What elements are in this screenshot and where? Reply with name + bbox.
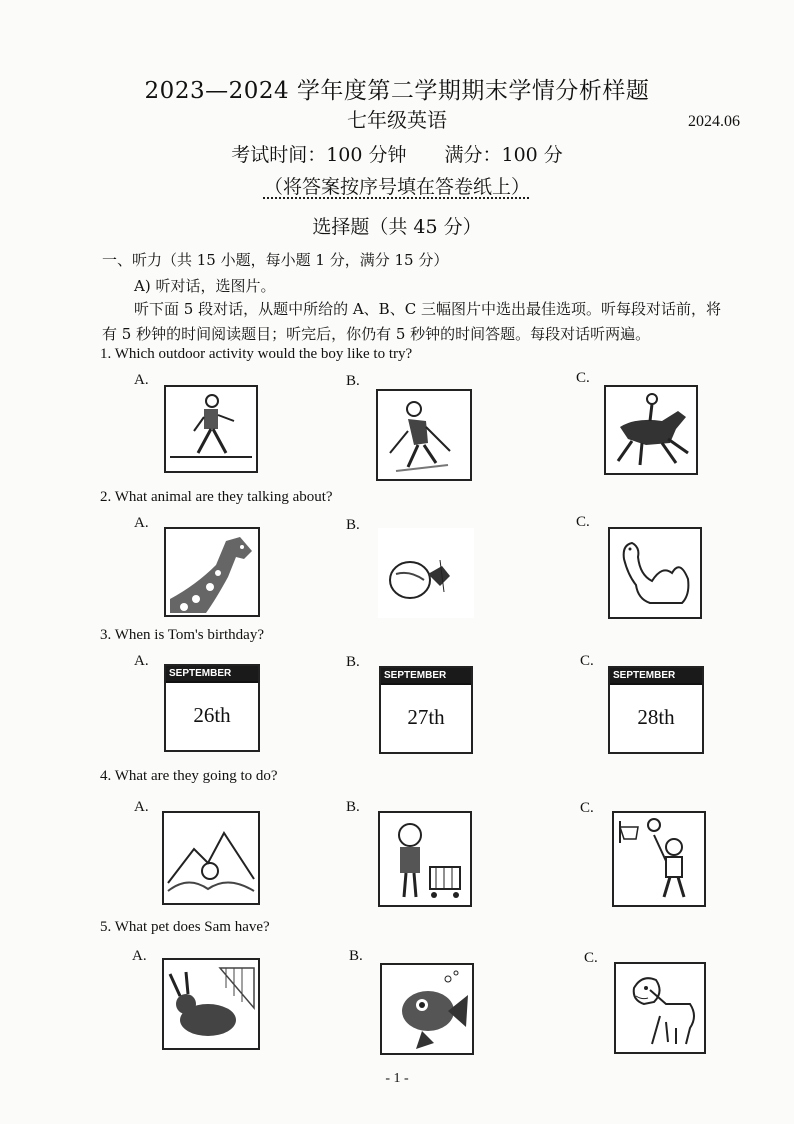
option-label-b: B. — [349, 948, 363, 964]
option-label-c: C. — [576, 370, 590, 386]
option-label-c: C. — [580, 653, 594, 669]
mountain-climbing-icon — [162, 811, 260, 905]
document-title: 2023—2024 学年度第二学期期末学情分析样题 — [144, 78, 650, 104]
question-3: 3. When is Tom's birthday? — [100, 627, 264, 643]
document-date: 2024.06 — [688, 113, 740, 130]
calendar-month: SEPTEMBER — [166, 666, 258, 683]
calendar-day: 26th — [193, 703, 231, 727]
calendar-month: SEPTEMBER — [381, 668, 471, 685]
option-label-b: B. — [346, 654, 360, 670]
document-subtitle: 七年级英语 — [347, 108, 447, 132]
calendar-day: 27th — [407, 705, 445, 729]
listening-heading: 一、听力（共 15 小题，每小题 1 分，满分 15 分） — [102, 251, 449, 269]
calendar-option-b — [379, 666, 473, 754]
directions-text: 听下面 5 段对话，从题中所给的 A、B、C 三幅图片中选出最佳选项。听每段对话前，将有 5 秒钟的时间阅读题目；听完后，你仍有 5 秒钟的时间答题。每段对话听两遍。 — [102, 300, 721, 343]
option-label-c: C. — [576, 514, 590, 530]
hiking-icon — [164, 385, 258, 473]
option-label-b: B. — [346, 373, 360, 389]
option-label-a: A. — [134, 372, 149, 388]
rabbit-icon — [162, 958, 260, 1050]
option-label-a: A. — [134, 799, 149, 815]
koala-icon — [378, 528, 474, 618]
dog-icon — [614, 962, 706, 1054]
calendar-month: SEPTEMBER — [610, 668, 702, 685]
question-2: 2. What animal are they talking about? — [100, 489, 333, 505]
goldfish-icon — [380, 963, 474, 1055]
option-label-a: A. — [134, 515, 149, 531]
question-5: 5. What pet does Sam have? — [100, 919, 270, 935]
horse-riding-icon — [604, 385, 698, 475]
calendar-day: 28th — [637, 705, 675, 729]
option-label-b: B. — [346, 517, 360, 533]
shopping-icon — [378, 811, 472, 907]
question-4: 4. What are they going to do? — [100, 768, 278, 784]
basketball-icon — [612, 811, 706, 907]
camel-icon — [608, 527, 702, 619]
page-number: - 1 - — [385, 1071, 409, 1086]
question-1: 1. Which outdoor activity would the boy like to try? — [100, 346, 413, 362]
skiing-icon — [376, 389, 472, 481]
option-label-a: A. — [134, 653, 149, 669]
answer-instruction — [0, 172, 794, 199]
calendar-option-c — [608, 666, 704, 754]
option-label-a: A. — [132, 948, 147, 964]
calendar-option-a — [164, 664, 260, 752]
option-label-b: B. — [346, 799, 360, 815]
giraffe-icon — [164, 527, 260, 617]
option-label-c: C. — [580, 800, 594, 816]
exam-info: 考试时间：100 分钟 满分：100 分 — [231, 144, 563, 166]
option-label-c: C. — [584, 950, 598, 966]
answer-instruction-text: （将答案按序号填在答卷纸上） — [263, 176, 530, 198]
section-heading: 选择题（共 45 分） — [312, 216, 482, 238]
part-a-heading: A) 听对话，选图片。 — [134, 277, 276, 295]
